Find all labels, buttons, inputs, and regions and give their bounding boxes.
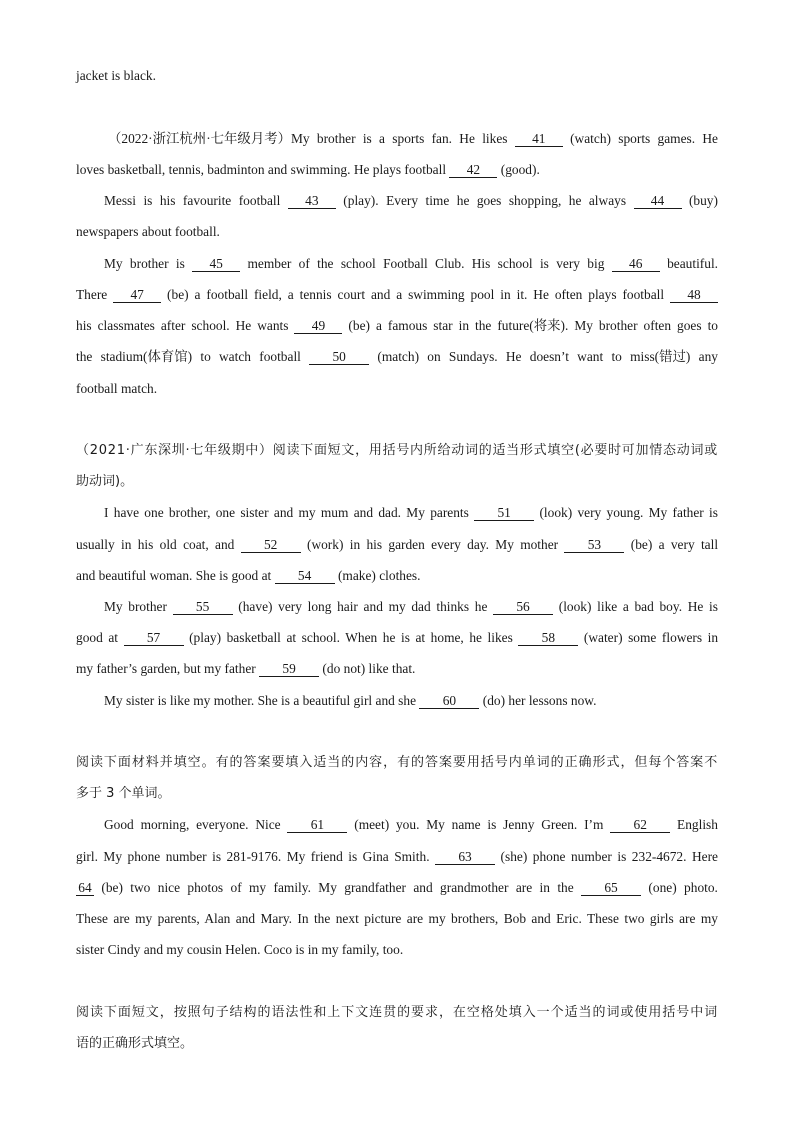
text-segment: My brother is (104, 256, 193, 271)
passage-line (76, 661, 415, 677)
text-segment: (be) two nice photos of my family. My grandfather and grandmother are in the (94, 880, 582, 895)
passage-line (104, 193, 718, 209)
answer-blank-49[interactable]: 49 (294, 319, 342, 334)
text-segment: (water) some flowers in (578, 630, 719, 645)
answer-blank-48[interactable]: 48 (670, 288, 718, 303)
answer-blank-58[interactable]: 58 (518, 631, 578, 646)
passage-line (76, 318, 718, 334)
text-segment: usually in his old coat, and (76, 537, 241, 552)
answer-blank-45[interactable]: 45 (192, 257, 240, 272)
passage-line (76, 849, 718, 865)
passage-line (76, 381, 157, 397)
instruction-line (76, 1005, 718, 1021)
text-segment: (one) photo. (641, 880, 718, 895)
passage-line (76, 287, 718, 303)
answer-blank-54[interactable]: 54 (275, 569, 335, 584)
text-segment: football match. (76, 381, 158, 396)
text-segment: my father’s garden, but my father (76, 661, 260, 676)
text-segment: (be) a famous star in the future(将来). My brother often goes to (342, 318, 718, 333)
text-segment: the stadium(体育馆) to watch football (76, 349, 310, 364)
text-segment: his classmates after school. He wants (76, 318, 295, 333)
passage-line (76, 568, 420, 584)
answer-blank-52[interactable]: 52 (241, 538, 301, 553)
passage-line (104, 817, 718, 833)
answer-blank-63[interactable]: 63 (435, 850, 495, 865)
instruction-line (76, 1036, 193, 1052)
text-segment: (look) like a bad boy. He is (553, 599, 718, 614)
text-segment: (make) clothes. (334, 568, 421, 583)
answer-blank-60[interactable]: 60 (419, 694, 479, 709)
passage-line (104, 256, 718, 272)
text-segment: Messi is his favourite football (104, 193, 288, 208)
answer-blank-47[interactable]: 47 (113, 288, 161, 303)
text-segment: (she) phone number is 232-4672. Here (495, 849, 718, 864)
text-segment: (look) very young. My father is (534, 505, 718, 520)
instruction-line (76, 443, 718, 459)
text-segment: (match) on Sundays. He doesn’t want to miss(错过) any (369, 349, 718, 364)
passage-line (76, 162, 540, 178)
text-segment: girl. My phone number is 281-9176. My friend is Gina Smith. (76, 849, 436, 864)
passage-line (108, 131, 718, 147)
text-segment: 助动词)。 (76, 474, 134, 489)
answer-blank-46[interactable]: 46 (612, 257, 660, 272)
text-segment: (be) a football field, a tennis court and a swimming pool in it. He often plays football (161, 287, 671, 302)
text-segment: (be) a very tall (624, 537, 719, 552)
instruction-line (76, 474, 133, 490)
answer-blank-57[interactable]: 57 (124, 631, 184, 646)
passage-line (76, 537, 718, 553)
passage-line (76, 911, 718, 927)
instruction-line (76, 786, 171, 802)
text-segment: (good). (497, 162, 540, 177)
passage-line (76, 630, 718, 646)
passage-line (76, 880, 718, 896)
text-segment: These are my parents, Alan and Mary. In the next picture are my brothers, Bob and Eric. These two girls are my (76, 911, 718, 926)
text-segment: sister Cindy and my cousin Helen. Coco is in my family, too. (76, 942, 404, 957)
text-segment: 阅读下面材料并填空。有的答案要填入适当的内容，有的答案要用括号内单词的正确形式，但每个答案不 (76, 755, 719, 770)
answer-blank-56[interactable]: 56 (493, 600, 553, 615)
text-segment: good at (76, 630, 124, 645)
text-segment: beautiful. (659, 256, 719, 271)
text-segment: （2021·广东深圳·七年级期中）阅读下面短文，用括号内所给动词的适当形式填空(必要时可加情态动词或 (76, 443, 718, 458)
passage-line (76, 349, 718, 365)
text-segment: English (670, 817, 718, 832)
text-segment: (play). Every time he goes shopping, he always (335, 193, 634, 208)
answer-blank-44[interactable]: 44 (634, 194, 682, 209)
answer-blank-53[interactable]: 53 (564, 538, 624, 553)
answer-blank-43[interactable]: 43 (288, 194, 336, 209)
passage-line (76, 224, 220, 240)
text-segment: (watch) sports games. He (562, 131, 719, 146)
text-segment: 语的正确形式填空。 (76, 1036, 194, 1051)
text-segment: There (76, 287, 114, 302)
text-segment: member of the school Football Club. His school is very big (240, 256, 612, 271)
answer-blank-55[interactable]: 55 (173, 600, 233, 615)
text-segment: (do not) like that. (319, 661, 416, 676)
instruction-line (76, 755, 718, 771)
text-segment: I have one brother, one sister and my mum and dad. My parents (104, 505, 475, 520)
answer-blank-65[interactable]: 65 (581, 881, 641, 896)
answer-blank-59[interactable]: 59 (259, 662, 319, 677)
passage-line (104, 693, 596, 709)
passage-line (104, 505, 718, 521)
text-segment: My brother (104, 599, 173, 614)
answer-blank-62[interactable]: 62 (610, 818, 670, 833)
text-segment: (have) very long hair and my dad thinks he (232, 599, 494, 614)
answer-blank-50[interactable]: 50 (309, 350, 369, 365)
passage-line (104, 599, 718, 615)
text-segment: newspapers about football. (76, 224, 220, 239)
answer-blank-64[interactable]: 64 (76, 881, 94, 896)
text-segment: (play) basketball at school. When he is at home, he likes (183, 630, 519, 645)
answer-blank-41[interactable]: 41 (515, 132, 563, 147)
text-segment: My sister is like my mother. She is a beautiful girl and she (104, 693, 420, 708)
text-segment: and beautiful woman. She is good at (76, 568, 275, 583)
passage-line (76, 68, 156, 84)
answer-blank-61[interactable]: 61 (287, 818, 347, 833)
text-segment: loves basketball, tennis, badminton and swimming. He plays football (76, 162, 450, 177)
text-segment: (meet) you. My name is Jenny Green. I’m (347, 817, 611, 832)
text-segment: (work) in his garden every day. My mother (300, 537, 565, 552)
text-segment: 阅读下面短文，按照句子结构的语法性和上下文连贯的要求，在空格处填入一个适当的词或使用括号中词 (76, 1005, 719, 1020)
passage-line (76, 942, 403, 958)
text-segment: Good morning, everyone. Nice (104, 817, 288, 832)
answer-blank-51[interactable]: 51 (474, 506, 534, 521)
text-segment: (do) her lessons now. (479, 693, 597, 708)
text-segment: (buy) (681, 193, 718, 208)
text-segment: （2022·浙江杭州·七年级月考）My brother is a sports fan. He likes (108, 131, 515, 146)
answer-blank-42[interactable]: 42 (449, 163, 497, 178)
text-segment: jacket is black. (76, 68, 156, 83)
text-segment: 多于 3 个单词。 (76, 786, 171, 801)
